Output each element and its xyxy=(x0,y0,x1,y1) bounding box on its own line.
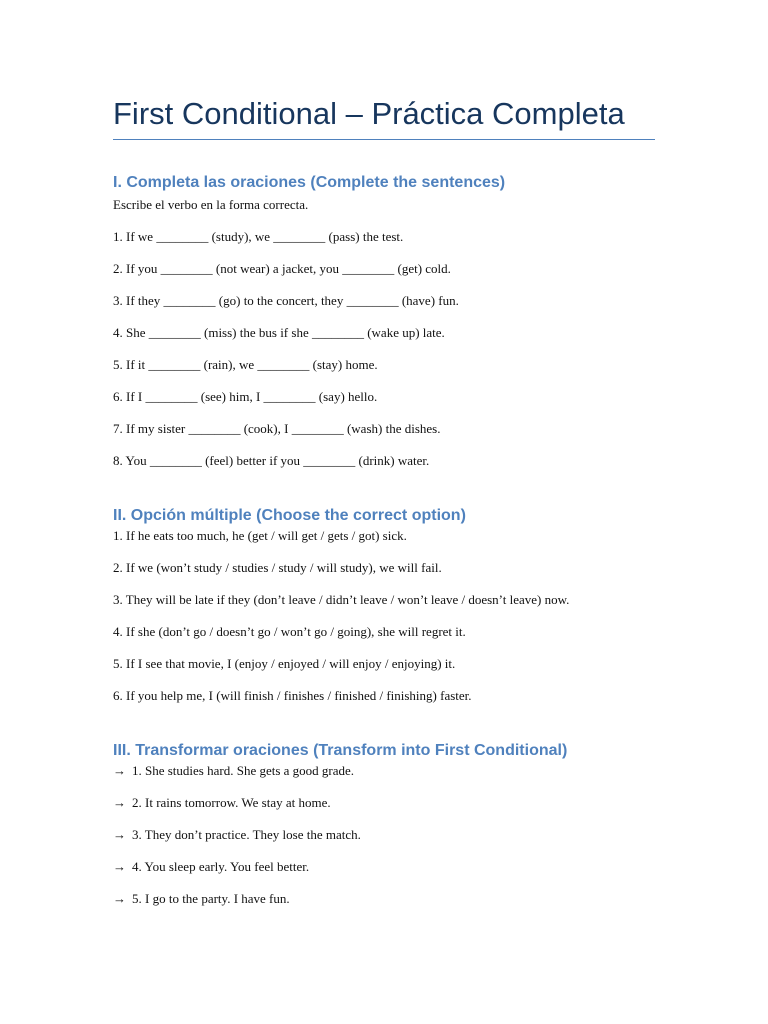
section-instruction: Escribe el verbo en la forma correcta. xyxy=(113,197,309,212)
exercise-text: 5. I go to the party. I have fun. xyxy=(132,891,290,906)
exercise-list xyxy=(113,761,655,921)
exercise-item: 6. If you help me, I (will finish / finishes / finished / finishing) faster. xyxy=(113,688,472,703)
exercise-text: 3. They don’t practice. They lose the match. xyxy=(132,827,361,842)
section-heading: III. Transformar oraciones (Transform into First Conditional) xyxy=(113,742,568,759)
exercise-text: 1. She studies hard. She gets a good grade. xyxy=(132,763,355,778)
exercise-text: 4. You sleep early. You feel better. xyxy=(132,859,310,874)
arrow-icon: → xyxy=(113,827,126,842)
section-multiple-choice xyxy=(113,504,655,718)
arrow-icon: → xyxy=(113,763,126,778)
exercise-item: 2. If we (won’t study / studies / study / will study), we will fail. xyxy=(113,560,442,575)
exercise-item xyxy=(113,761,655,793)
exercise-list xyxy=(113,227,655,483)
exercise-item xyxy=(113,889,655,921)
exercise-item xyxy=(113,825,655,857)
exercise-item: 4. If she (don’t go / doesn’t go / won’t go / going), she will regret it. xyxy=(113,624,466,639)
exercise-item: 3. They will be late if they (don’t leave / didn’t leave / won’t leave / doesn’t leave) now. xyxy=(113,592,570,607)
exercise-text: 2. It rains tomorrow. We stay at home. xyxy=(132,795,331,810)
section-transform xyxy=(113,739,655,921)
exercise-item: 1. If he eats too much, he (get / will get / gets / got) sick. xyxy=(113,528,407,543)
exercise-item: 1. If we ________ (study), we ________ (pass) the test. xyxy=(113,229,404,244)
exercise-list xyxy=(113,526,655,718)
exercise-item: 7. If my sister ________ (cook), I ________ (wash) the dishes. xyxy=(113,421,441,436)
exercise-item: 4. She ________ (miss) the bus if she ________ (wake up) late. xyxy=(113,325,445,340)
exercise-item: 5. If I see that movie, I (enjoy / enjoyed / will enjoy / enjoying) it. xyxy=(113,656,456,671)
exercise-item: 2. If you ________ (not wear) a jacket, you ________ (get) cold. xyxy=(113,261,451,276)
section-heading: II. Opción múltiple (Choose the correct option) xyxy=(113,507,466,524)
exercise-item: 6. If I ________ (see) him, I ________ (say) hello. xyxy=(113,389,378,404)
arrow-icon: → xyxy=(113,891,126,906)
exercise-item: 8. You ________ (feel) better if you ________ (drink) water. xyxy=(113,453,430,468)
arrow-icon: → xyxy=(113,795,126,810)
section-heading: I. Completa las oraciones (Complete the sentences) xyxy=(113,174,506,191)
exercise-item: 3. If they ________ (go) to the concert, they ________ (have) fun. xyxy=(113,293,459,308)
exercise-item xyxy=(113,857,655,889)
document-title: First Conditional – Práctica Completa xyxy=(113,96,625,131)
title-underline xyxy=(113,139,655,140)
exercise-item xyxy=(113,793,655,825)
section-complete-sentences xyxy=(113,171,655,483)
arrow-icon: → xyxy=(113,859,126,874)
exercise-item: 5. If it ________ (rain), we ________ (stay) home. xyxy=(113,357,378,372)
